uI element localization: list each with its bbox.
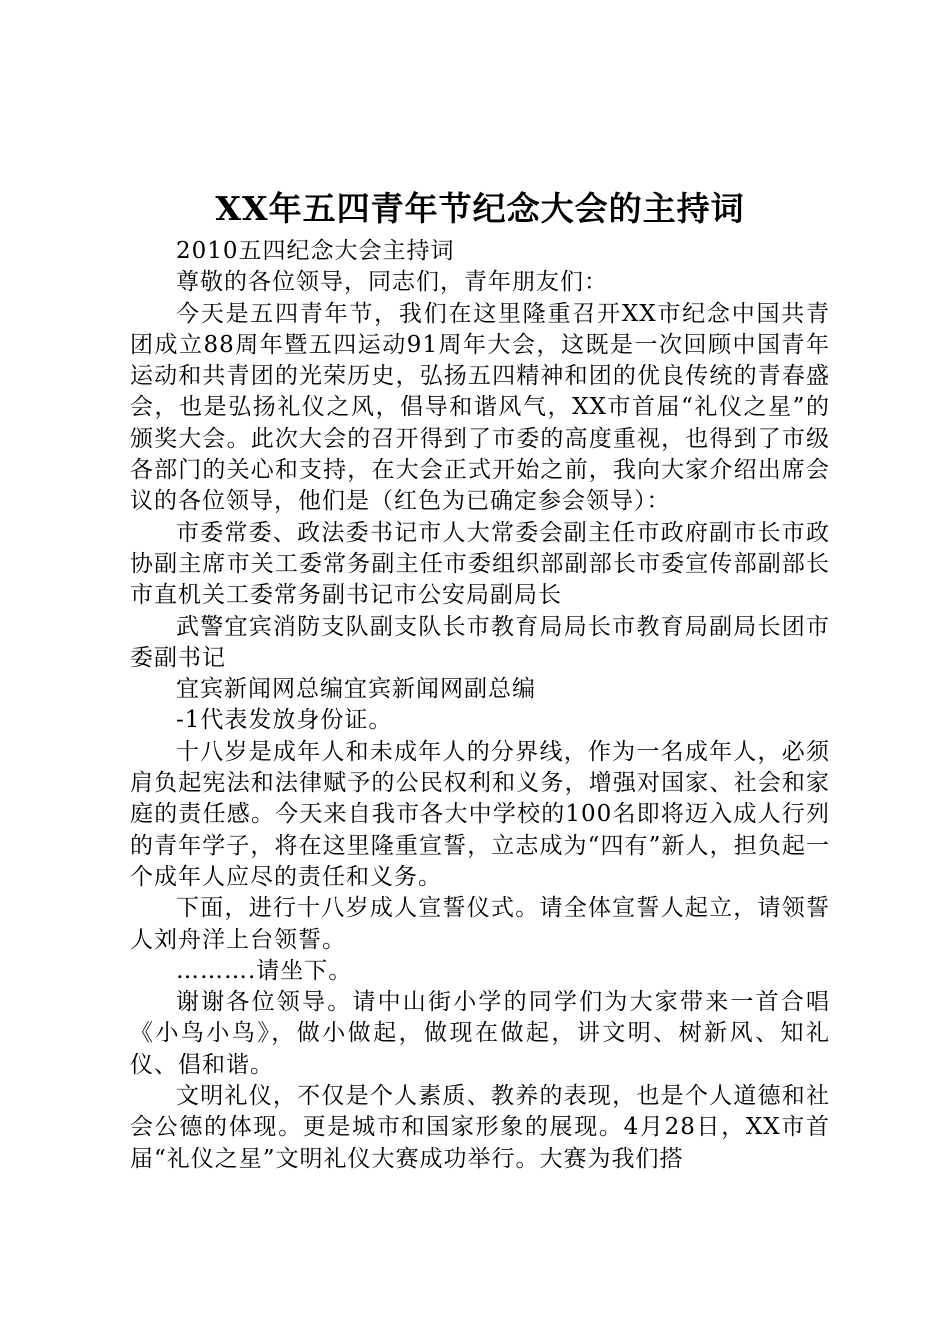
- document-title: XX年五四青年节纪念大会的主持词: [215, 189, 745, 228]
- paragraph-leaders-list-1: 市委常委、政法委书记市人大常委会副主任市政府副市长市政协副主席市关工委常务副主任市委组织部副部长市委宣传部副部长市直机关工委常务副书记市公安局副局长: [130, 519, 830, 609]
- paragraph-coming-of-age: 十八岁是成年人和未成年人的分界线，作为一名成年人，必须肩负起宪法和法律赋予的公民权利和义务，增强对国家、社会和家庭的责任感。今天来自我市各大中学校的100名即将迈入成人行列的青年学子，将在这里隆重宣誓，立志成为“四有”新人，担负起一个成年人应尽的责任和义务。: [130, 738, 830, 890]
- paragraph-subtitle: 2010五四纪念大会主持词: [176, 238, 455, 264]
- paragraph-etiquette: 文明礼仪，不仅是个人素质、教养的表现，也是个人道德和社会公德的体现。更是城市和国家形象的展现。4月28日，XX市首届“礼仪之星”文明礼仪大赛成功举行。大赛为我们搭: [130, 1083, 830, 1172]
- paragraph-opening: 今天是五四青年节，我们在这里隆重召开XX市纪念中国共青团成立88周年暨五四运动91周年大会，这既是一次回顾中国青年运动和共青团的光荣历史，弘扬五四精神和团的优良传统的青春盛会，也是弘扬礼仪之风，倡导和谐风气，XX市首届“礼仪之星”的颁奖大会。此次大会的召开得到了市委的高度重视，也得到了市级各部门的关心和支持，在大会正式开始之前，我向大家介绍出席会议的各位领导，他们是（红色为已确定参会领导）：: [130, 300, 830, 515]
- document-body: [130, 236, 830, 1175]
- paragraph-leaders-list-2: 武警宜宾消防支队副支队长市教育局局长市教育局副局长团市委副书记: [130, 613, 830, 671]
- paragraph-sit-down: ……….请坐下。: [176, 957, 353, 984]
- paragraph-chorus: 谢谢各位领导。请中山街小学的同学们为大家带来一首合唱《小鸟小鸟》，做小做起，做现在做起，讲文明、树新风、知礼仪、倡和谐。: [130, 989, 830, 1078]
- paragraph-oath-ceremony: 下面，进行十八岁成人宣誓仪式。请全体宣誓人起立，请领誓人刘舟洋上台领誓。: [130, 895, 830, 953]
- paragraph-id-card: -1代表发放身份证。: [176, 707, 393, 734]
- paragraph-salutation: 尊敬的各位领导，同志们，青年朋友们：: [176, 269, 608, 296]
- paragraph-leaders-list-3: 宜宾新闻网总编宜宾新闻网副总编: [176, 676, 536, 703]
